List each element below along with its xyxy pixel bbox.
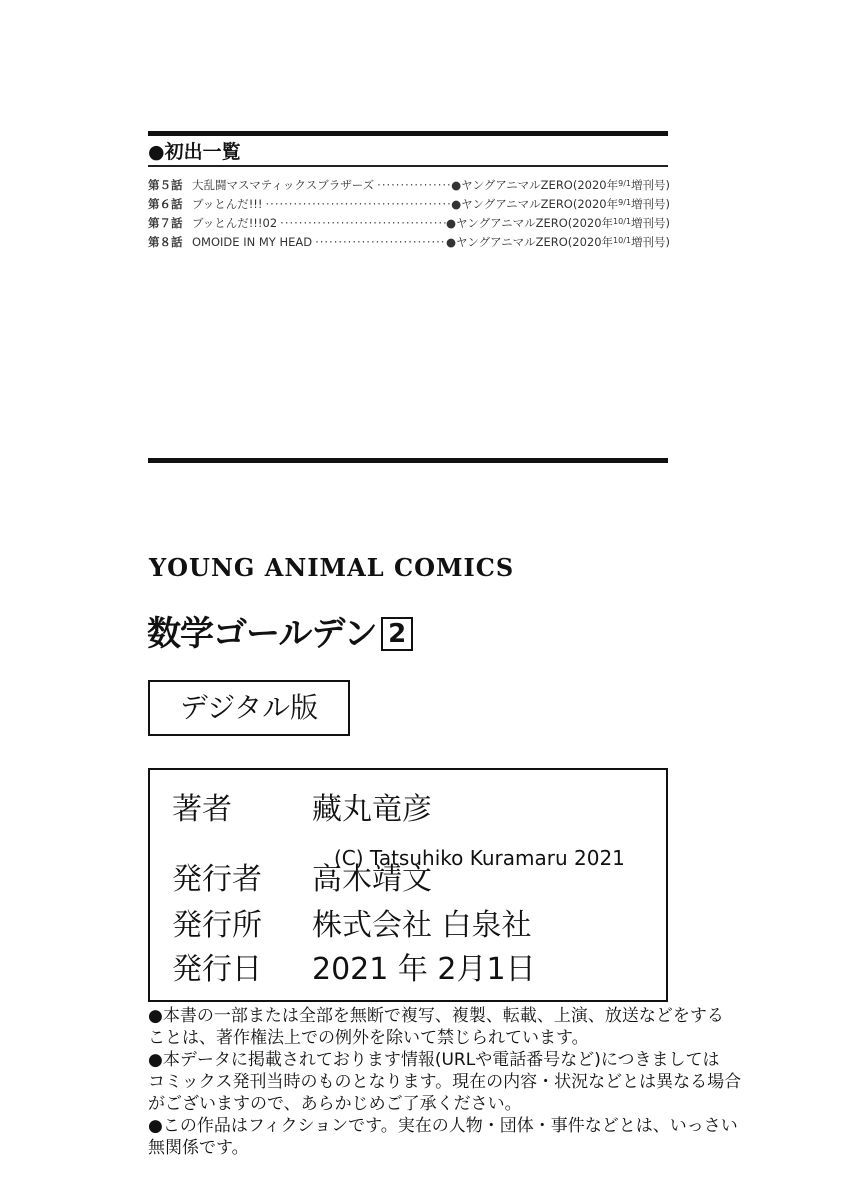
publisher-person: 高木靖文: [312, 862, 432, 897]
chapter-title: ブッとんだ!!!02: [192, 216, 278, 230]
info-label: 発行日: [172, 952, 262, 987]
leader-dots: [280, 214, 446, 233]
middle-rule: [148, 458, 668, 463]
chapter-row: [148, 231, 670, 250]
first-appearance-heading: ●初出一覧: [148, 141, 241, 163]
legal-notes: [148, 1005, 742, 1159]
chapter-number: 第７話: [148, 216, 183, 230]
note-line: コミックス発刊当時のものとなります。現在の内容・状況などとは異なる場合: [148, 1072, 742, 1092]
issue-suffix: 増刊号): [631, 178, 670, 192]
chapter-title: OMOIDE IN MY HEAD: [192, 235, 313, 249]
chapter-source: [446, 212, 670, 233]
chapter-title: ブッとんだ!!!: [192, 197, 263, 211]
chapter-source: [451, 193, 670, 214]
chapter-row: [148, 193, 670, 212]
info-label: 発行所: [172, 908, 262, 943]
note-line: 無関係です。: [148, 1138, 249, 1158]
chapter-source: [451, 174, 670, 195]
note-line: がございますので、あらかじめご了承ください。: [148, 1094, 522, 1114]
book-title-text: 数学ゴールデン: [147, 614, 377, 654]
issue-fraction: 10/1: [613, 236, 631, 245]
source-name: ●ヤングアニマルZERO(2020年: [445, 216, 614, 230]
chapter-number: 第６話: [148, 197, 183, 211]
chapter-title: 大乱闘マスマティックスブラザーズ: [192, 178, 375, 192]
chapter-list: [148, 174, 670, 250]
leader-dots: [266, 195, 452, 214]
chapter-number: 第５話: [148, 178, 183, 192]
issue-fraction: 10/1: [613, 217, 631, 226]
note-line: ことは、著作権法上での例外を除いて禁じられています。: [148, 1028, 589, 1048]
info-label: 発行者: [172, 862, 262, 897]
note-line: ●本書の一部または全部を無断で複写、複製、転載、上演、放送などをする: [148, 1006, 724, 1026]
author-name: 藏丸竜彦: [312, 792, 432, 827]
chapter-source: [446, 231, 670, 252]
issue-fraction: 9/1: [618, 198, 631, 207]
copyright-line: (C) Tatsuhiko Kuramaru 2021: [334, 846, 625, 870]
publication-info-box: [148, 768, 668, 1002]
info-label: 著者: [172, 792, 232, 827]
source-name: ●ヤングアニマルZERO(2020年: [451, 178, 619, 192]
source-name: ●ヤングアニマルZERO(2020年: [451, 197, 619, 211]
book-title: [147, 612, 413, 656]
chapter-row: [148, 174, 670, 193]
note-line: ●この作品はフィクションです。実在の人物・団体・事件などとは、いっさい: [148, 1116, 738, 1136]
note-line: ●本データに掲載されております情報(URLや電話番号など)につきましては: [148, 1050, 720, 1070]
edition-label: デジタル版: [148, 680, 350, 736]
issue-fraction: 9/1: [618, 179, 631, 188]
issue-suffix: 増刊号): [631, 216, 670, 230]
leader-dots: [315, 233, 446, 252]
publisher-company: 株式会社 白泉社: [312, 908, 532, 943]
chapter-number: 第８話: [148, 235, 183, 249]
issue-suffix: 増刊号): [631, 235, 670, 249]
heading-underline: [148, 165, 668, 167]
volume-badge: 2: [381, 617, 413, 651]
leader-dots: [377, 176, 451, 195]
series-label: YOUNG ANIMAL COMICS: [149, 553, 515, 582]
source-name: ●ヤングアニマルZERO(2020年: [445, 235, 614, 249]
issue-suffix: 増刊号): [631, 197, 670, 211]
top-rule: [148, 131, 668, 136]
chapter-row: [148, 212, 670, 231]
publish-date: 2021 年 2月1日: [312, 952, 536, 987]
